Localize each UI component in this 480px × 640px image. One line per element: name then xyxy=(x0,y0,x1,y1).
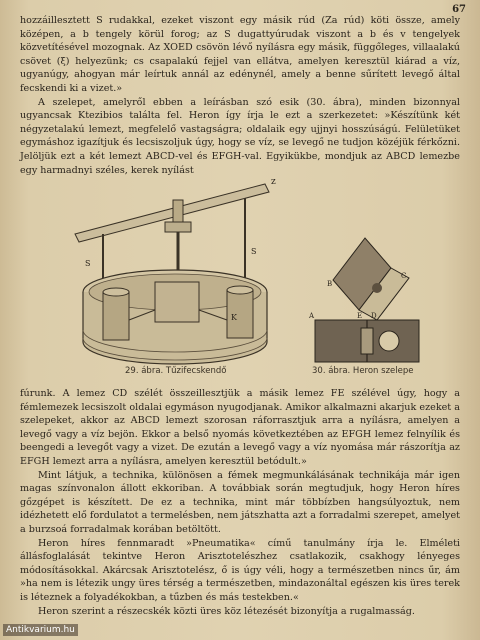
paragraph: Mint látjuk, a technika, különösen a fémek megmunkálásának technikája már igen magas színvonalon állott ekkoriban. A továbbiak során megtudjuk, hogy Heron híres gőzgépet is készített. De ez a technika, mint már többízben hangsúlyoztuk, nem idézhetett elő fordulatot a termelésben, nem játszhatta azt a forradalmi szerepet, amelyet a burzsoá forradalmak korában betöltött. xyxy=(20,469,460,535)
label-z: z xyxy=(271,177,276,187)
page-number: 67 xyxy=(452,4,466,15)
watermark: Antikvarium.hu xyxy=(3,624,78,636)
figure-30-caption: 30. ábra. Heron szelepe xyxy=(312,366,414,376)
label-e: E xyxy=(357,312,363,320)
paragraph: Heron szerint a részecskék közti üres köz létezését bizonyítja a rugalmasság. xyxy=(38,605,415,617)
label-b: B xyxy=(327,280,333,288)
label-s-right: S xyxy=(251,247,257,256)
fire-pump-illustration xyxy=(55,170,300,370)
paragraph: A szelepet, amelyről ebben a leírásban szó esik (30. ábra), minden bizonnyal ugyancsak Ktezibios találta fel. Heron így írja le ezt a szerkezetet: »Készítünk két négyzetalakú lemezt, megfelelő vastagságra; oldalaik egy ujjnyi hosszúságú. Felületüket egymáshoz igazítjuk és lecsiszoljuk úgy, hogy se víz, se levegő ne tudjon közéjük férkőzni. Jelöljük ezt a két lemezt ABCD-vel és EFGH-val. Egyikükbe, mondjuk az ABCD lemezbe egy harmadnyi széles, kerek nyílást xyxy=(20,96,460,176)
paragraph: Heron híres fennmaradt »Pneumatika« című tanulmány írja le. Elméleti állásfoglalását tekintve Heron Arisztotelészhez csatlakozik, csakhogy lényeges módosításokkal. Akárcsak Arisztotelész, ő is úgy véli, hogy a természetben nincs űr, ám »ha nem is létezik ungy üres térség a természetben, mindazonáltal egészen kis üres terek is léteznek a folyadékokban, a tűzben és más testekben.« xyxy=(20,537,460,603)
label-s-left: S xyxy=(85,259,91,268)
text-block-top xyxy=(20,14,460,177)
paragraph: hozzáillesztett S rudakkal, ezeket viszont egy másik rúd (Za rúd) köti össze, amely középen, a b tengely körül forog; az S dugattyúrudak viszont a b és v tengelyek közvetítésével mozognak. Az XOED csövön lévő nyílásra egy másik, függőleges, villaalakú csövet (ξ) helyezünk; cs csapalakú fejjel van ellátva, amelyen keresztül kiárad a víz, ugyanúgy, ahogyan már leírtuk annál az edénynél, amely a benne sűrített levegő által fecskendi ki a vizet.» xyxy=(20,15,460,94)
text-block-bottom xyxy=(20,387,460,618)
heron-valve-illustration xyxy=(305,228,425,368)
label-k: K xyxy=(231,313,237,322)
label-d: D xyxy=(371,312,377,320)
label-a: A xyxy=(309,312,315,320)
figure-29-caption: 29. ábra. Tűzifecskendő xyxy=(125,366,227,376)
paragraph: fúrunk. A lemez CD szélét összeillesztjük a másik lemez FE szélével úgy, hogy a fémlemezek lecsiszolt oldalai egymáson nyugodjanak. Amikor alkalmazni akarjuk ezeket a szelepeket, akkor az ABCD lemezt szorosan ráforrasztjuk arra a nyílásra, amelyen a levegő vagy a víz bejön. Ekkor a belső nyomás következtében az EFGH lemez felnyílik és beengedi a levegőt vagy a vizet. De ezután a levegő vagy a víz nyomása már rászorítja az EFGH lemezt arra a nyílásra, amelyen keresztül betódult.» xyxy=(20,388,460,467)
label-c: C xyxy=(401,272,407,280)
